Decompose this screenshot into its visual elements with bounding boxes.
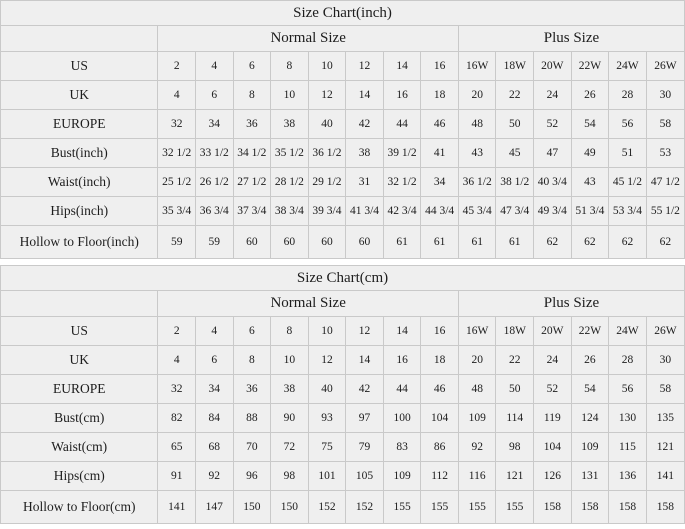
cell: 8 xyxy=(233,81,271,110)
cell: 4 xyxy=(195,52,233,81)
cell: 44 xyxy=(383,375,421,404)
table-row xyxy=(1,110,684,139)
cell: 18 xyxy=(421,81,459,110)
cell: 36 1/2 xyxy=(458,168,496,197)
table-row xyxy=(1,317,684,346)
cell: 136 xyxy=(609,462,647,491)
cell: 114 xyxy=(496,404,534,433)
cell: 34 xyxy=(195,110,233,139)
cell: 158 xyxy=(609,491,647,524)
cell: 26W xyxy=(646,52,684,81)
cell: 109 xyxy=(383,462,421,491)
cell: 49 3/4 xyxy=(534,197,572,226)
cell: 16W xyxy=(458,317,496,346)
cell: 150 xyxy=(271,491,309,524)
cell: 12 xyxy=(346,52,384,81)
cell: 47 xyxy=(534,139,572,168)
cell: 155 xyxy=(496,491,534,524)
cell: 4 xyxy=(195,317,233,346)
cell: 8 xyxy=(271,52,309,81)
cell: 82 xyxy=(158,404,196,433)
cell: 141 xyxy=(646,462,684,491)
cell: 37 3/4 xyxy=(233,197,271,226)
cell: 36 1/2 xyxy=(308,139,346,168)
cell: 42 xyxy=(346,375,384,404)
cell: 10 xyxy=(271,346,309,375)
row-label-europe-inch: EUROPE xyxy=(1,110,158,139)
cell: 124 xyxy=(571,404,609,433)
cell: 155 xyxy=(383,491,421,524)
cell: 60 xyxy=(271,226,309,259)
cell: 62 xyxy=(534,226,572,259)
cell: 109 xyxy=(571,433,609,462)
cell: 83 xyxy=(383,433,421,462)
table-group-row xyxy=(1,26,684,52)
cell: 20 xyxy=(458,346,496,375)
size-chart-inch-block xyxy=(0,0,685,259)
cell: 105 xyxy=(346,462,384,491)
cell: 18W xyxy=(496,317,534,346)
cell: 14 xyxy=(383,52,421,81)
cell: 60 xyxy=(233,226,271,259)
cell: 62 xyxy=(571,226,609,259)
row-label-us-cm: US xyxy=(1,317,158,346)
table-row xyxy=(1,81,684,110)
cell: 79 xyxy=(346,433,384,462)
cell: 14 xyxy=(346,81,384,110)
cell: 46 xyxy=(421,110,459,139)
row-label-uk-inch: UK xyxy=(1,81,158,110)
cell: 32 1/2 xyxy=(158,139,196,168)
page-title-cm: Size Chart(cm) xyxy=(1,266,684,291)
cell: 40 3/4 xyxy=(534,168,572,197)
table-title-row xyxy=(1,266,684,291)
cell: 92 xyxy=(458,433,496,462)
cell: 22 xyxy=(496,346,534,375)
size-chart-cm-block xyxy=(0,265,685,524)
cell: 112 xyxy=(421,462,459,491)
cell: 38 1/2 xyxy=(496,168,534,197)
cell: 39 3/4 xyxy=(308,197,346,226)
cell: 62 xyxy=(609,226,647,259)
cell: 16 xyxy=(383,346,421,375)
cell: 147 xyxy=(195,491,233,524)
cell: 26 xyxy=(571,346,609,375)
cell: 54 xyxy=(571,375,609,404)
cell: 33 1/2 xyxy=(195,139,233,168)
table-row xyxy=(1,462,684,491)
cell: 97 xyxy=(346,404,384,433)
cell: 52 xyxy=(534,375,572,404)
cell: 47 1/2 xyxy=(646,168,684,197)
cell: 45 xyxy=(496,139,534,168)
cell: 35 3/4 xyxy=(158,197,196,226)
cell: 16 xyxy=(421,52,459,81)
cell: 43 xyxy=(458,139,496,168)
cell: 12 xyxy=(308,81,346,110)
cell: 70 xyxy=(233,433,271,462)
cell: 34 xyxy=(195,375,233,404)
table-group-row xyxy=(1,291,684,317)
cell: 22W xyxy=(571,317,609,346)
cell: 61 xyxy=(383,226,421,259)
cell: 90 xyxy=(271,404,309,433)
row-label-uk-cm: UK xyxy=(1,346,158,375)
cell: 42 3/4 xyxy=(383,197,421,226)
row-label-bust-cm: Bust(cm) xyxy=(1,404,158,433)
cell: 58 xyxy=(646,110,684,139)
table-row xyxy=(1,433,684,462)
cell: 40 xyxy=(308,375,346,404)
cell: 48 xyxy=(458,110,496,139)
cell: 10 xyxy=(271,81,309,110)
cell: 152 xyxy=(346,491,384,524)
row-label-hips-cm: Hips(cm) xyxy=(1,462,158,491)
cell: 10 xyxy=(308,317,346,346)
cell: 30 xyxy=(646,346,684,375)
cell: 61 xyxy=(496,226,534,259)
cell: 158 xyxy=(646,491,684,524)
cell: 55 1/2 xyxy=(646,197,684,226)
cell: 20W xyxy=(534,52,572,81)
cell: 115 xyxy=(609,433,647,462)
cell: 155 xyxy=(421,491,459,524)
cell: 121 xyxy=(496,462,534,491)
cell: 100 xyxy=(383,404,421,433)
cell: 51 xyxy=(609,139,647,168)
cell: 60 xyxy=(308,226,346,259)
cell: 16W xyxy=(458,52,496,81)
cell: 44 3/4 xyxy=(421,197,459,226)
table-row xyxy=(1,139,684,168)
cell: 26 1/2 xyxy=(195,168,233,197)
cell: 2 xyxy=(158,52,196,81)
cell: 36 3/4 xyxy=(195,197,233,226)
table-row xyxy=(1,491,684,524)
cell: 98 xyxy=(496,433,534,462)
cell: 98 xyxy=(271,462,309,491)
cell: 31 xyxy=(346,168,384,197)
cell: 141 xyxy=(158,491,196,524)
cell: 75 xyxy=(308,433,346,462)
table-row xyxy=(1,52,684,81)
cell: 6 xyxy=(233,52,271,81)
cell: 2 xyxy=(158,317,196,346)
cell: 8 xyxy=(233,346,271,375)
cell: 26 xyxy=(571,81,609,110)
cell: 24W xyxy=(609,52,647,81)
group-normal-size-inch: Normal Size xyxy=(158,26,459,52)
cell: 10 xyxy=(308,52,346,81)
row-label-bust-inch: Bust(inch) xyxy=(1,139,158,168)
cell: 28 xyxy=(609,346,647,375)
size-chart-cm-table xyxy=(1,266,684,523)
cell: 12 xyxy=(346,317,384,346)
cell: 131 xyxy=(571,462,609,491)
cell: 45 1/2 xyxy=(609,168,647,197)
size-chart-inch-table xyxy=(1,1,684,258)
cell: 24 xyxy=(534,81,572,110)
cell: 47 3/4 xyxy=(496,197,534,226)
cell: 104 xyxy=(421,404,459,433)
cell: 53 3/4 xyxy=(609,197,647,226)
cell: 22W xyxy=(571,52,609,81)
cell: 4 xyxy=(158,346,196,375)
cell: 32 1/2 xyxy=(383,168,421,197)
cell: 54 xyxy=(571,110,609,139)
cell: 36 xyxy=(233,375,271,404)
cell: 35 1/2 xyxy=(271,139,309,168)
table-title-row xyxy=(1,1,684,26)
cell: 60 xyxy=(346,226,384,259)
table-row xyxy=(1,375,684,404)
corner-cell xyxy=(1,291,158,317)
cell: 20 xyxy=(458,81,496,110)
cell: 40 xyxy=(308,110,346,139)
cell: 61 xyxy=(458,226,496,259)
cell: 45 3/4 xyxy=(458,197,496,226)
group-plus-size-cm: Plus Size xyxy=(458,291,684,317)
cell: 53 xyxy=(646,139,684,168)
cell: 4 xyxy=(158,81,196,110)
cell: 34 1/2 xyxy=(233,139,271,168)
row-label-us-inch: US xyxy=(1,52,158,81)
row-label-waist-cm: Waist(cm) xyxy=(1,433,158,462)
cell: 48 xyxy=(458,375,496,404)
table-row xyxy=(1,197,684,226)
cell: 50 xyxy=(496,375,534,404)
cell: 92 xyxy=(195,462,233,491)
row-label-waist-inch: Waist(inch) xyxy=(1,168,158,197)
cell: 24 xyxy=(534,346,572,375)
cell: 86 xyxy=(421,433,459,462)
cell: 158 xyxy=(571,491,609,524)
cell: 52 xyxy=(534,110,572,139)
cell: 109 xyxy=(458,404,496,433)
cell: 28 1/2 xyxy=(271,168,309,197)
cell: 22 xyxy=(496,81,534,110)
cell: 44 xyxy=(383,110,421,139)
cell: 58 xyxy=(646,375,684,404)
cell: 56 xyxy=(609,375,647,404)
cell: 158 xyxy=(534,491,572,524)
cell: 32 xyxy=(158,110,196,139)
table-row xyxy=(1,226,684,259)
cell: 6 xyxy=(195,346,233,375)
cell: 152 xyxy=(308,491,346,524)
cell: 26W xyxy=(646,317,684,346)
cell: 42 xyxy=(346,110,384,139)
cell: 24W xyxy=(609,317,647,346)
cell: 29 1/2 xyxy=(308,168,346,197)
cell: 25 1/2 xyxy=(158,168,196,197)
cell: 68 xyxy=(195,433,233,462)
cell: 43 xyxy=(571,168,609,197)
cell: 20W xyxy=(534,317,572,346)
cell: 30 xyxy=(646,81,684,110)
cell: 6 xyxy=(233,317,271,346)
cell: 91 xyxy=(158,462,196,491)
cell: 14 xyxy=(346,346,384,375)
cell: 150 xyxy=(233,491,271,524)
cell: 126 xyxy=(534,462,572,491)
cell: 104 xyxy=(534,433,572,462)
cell: 12 xyxy=(308,346,346,375)
cell: 6 xyxy=(195,81,233,110)
cell: 50 xyxy=(496,110,534,139)
cell: 88 xyxy=(233,404,271,433)
cell: 16 xyxy=(383,81,421,110)
cell: 65 xyxy=(158,433,196,462)
row-label-europe-cm: EUROPE xyxy=(1,375,158,404)
cell: 93 xyxy=(308,404,346,433)
cell: 56 xyxy=(609,110,647,139)
cell: 84 xyxy=(195,404,233,433)
cell: 27 1/2 xyxy=(233,168,271,197)
cell: 59 xyxy=(195,226,233,259)
cell: 96 xyxy=(233,462,271,491)
group-normal-size-cm: Normal Size xyxy=(158,291,459,317)
cell: 116 xyxy=(458,462,496,491)
table-row xyxy=(1,168,684,197)
cell: 135 xyxy=(646,404,684,433)
cell: 59 xyxy=(158,226,196,259)
cell: 101 xyxy=(308,462,346,491)
page-title-inch: Size Chart(inch) xyxy=(1,1,684,26)
cell: 36 xyxy=(233,110,271,139)
cell: 38 xyxy=(271,375,309,404)
cell: 51 3/4 xyxy=(571,197,609,226)
cell: 46 xyxy=(421,375,459,404)
cell: 32 xyxy=(158,375,196,404)
cell: 130 xyxy=(609,404,647,433)
row-label-hips-inch: Hips(inch) xyxy=(1,197,158,226)
cell: 18 xyxy=(421,346,459,375)
cell: 49 xyxy=(571,139,609,168)
table-row xyxy=(1,404,684,433)
cell: 8 xyxy=(271,317,309,346)
group-plus-size-inch: Plus Size xyxy=(458,26,684,52)
cell: 38 xyxy=(346,139,384,168)
cell: 119 xyxy=(534,404,572,433)
cell: 121 xyxy=(646,433,684,462)
cell: 16 xyxy=(421,317,459,346)
row-label-hollow-to-floor-inch: Hollow to Floor(inch) xyxy=(1,226,158,259)
cell: 28 xyxy=(609,81,647,110)
cell: 41 xyxy=(421,139,459,168)
cell: 18W xyxy=(496,52,534,81)
row-label-hollow-to-floor-cm: Hollow to Floor(cm) xyxy=(1,491,158,524)
cell: 41 3/4 xyxy=(346,197,384,226)
cell: 62 xyxy=(646,226,684,259)
cell: 34 xyxy=(421,168,459,197)
cell: 155 xyxy=(458,491,496,524)
cell: 38 3/4 xyxy=(271,197,309,226)
cell: 39 1/2 xyxy=(383,139,421,168)
cell: 61 xyxy=(421,226,459,259)
cell: 38 xyxy=(271,110,309,139)
cell: 72 xyxy=(271,433,309,462)
table-row xyxy=(1,346,684,375)
corner-cell xyxy=(1,26,158,52)
cell: 14 xyxy=(383,317,421,346)
